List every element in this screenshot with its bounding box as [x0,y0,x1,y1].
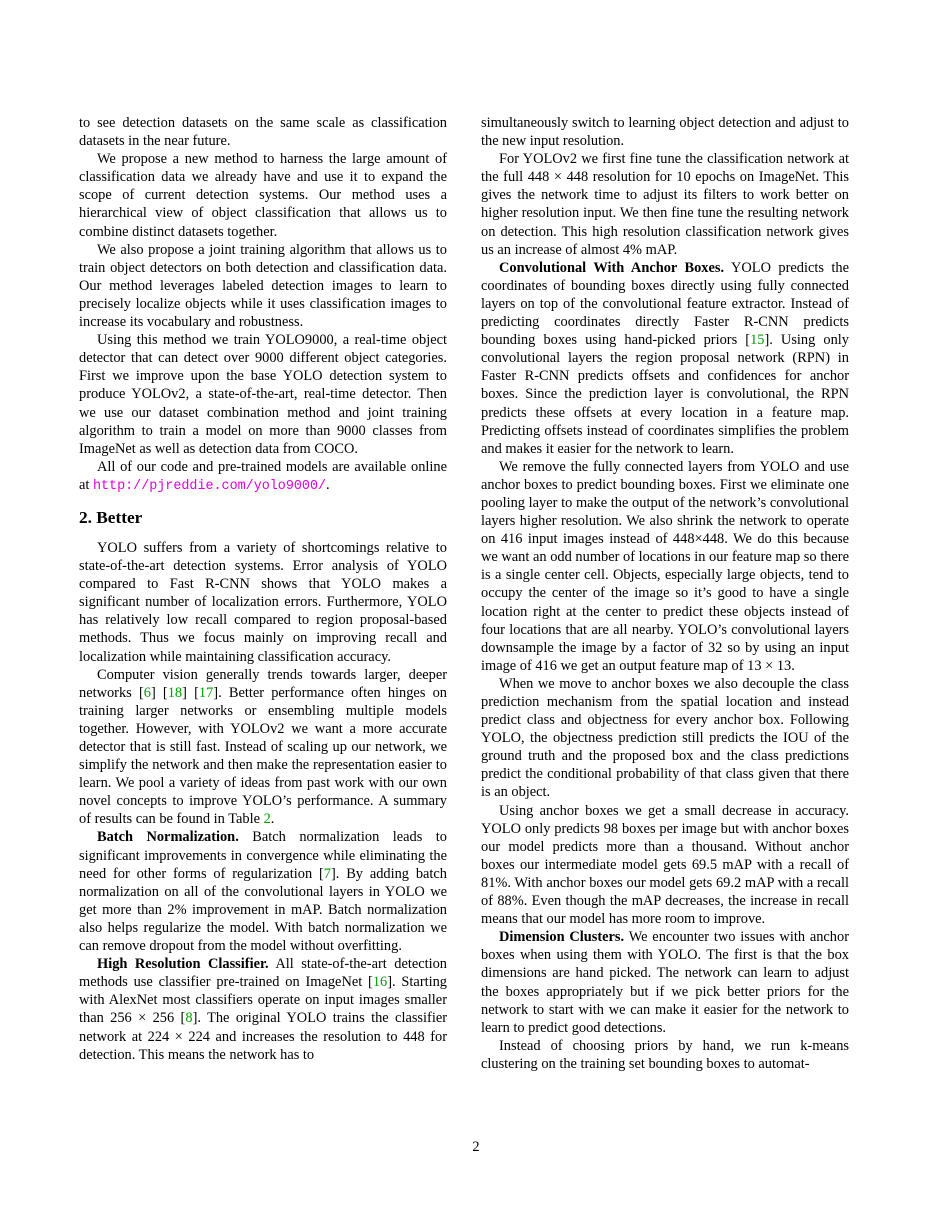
paragraph: We remove the fully connected layers from YOLO and use anchor boxes to predict bounding boxes. First we eliminate one pooling layer to make the output of the network’s convolutional layers higher resolution. We also shrink the network to operate on 416 input images instead of 448×448. We do this because we want an odd number of locations in our feature map so there is a single center cell. Objects, especially large objects, tend to occupy the center of the image so it’s good to have a single location right at the center to predict these objects instead of four locations that are all nearby. YOLO’s convolutional layers downsample the image by a factor of 32 so by using an input image of 416 we get an output feature map of 13 × 13. [481,458,849,674]
paragraph: We also propose a joint training algorithm that allows us to train object detectors on both detection and classification data. Our method leverages labeled detection images to learn to precisely localize objects while it uses classification images to increase its vocabulary and robustness. [79,241,447,331]
paragraph: High Resolution Classifier. All state-of-the-art detection methods use classifier pre-trained on ImageNet [16]. Starting with AlexNet most classifiers operate on input images smaller than 256 × 256 [8]. The original YOLO trains the classifier network at 224 × 224 and increases the resolution to 448 for detection. This means the network has to [79,956,448,1063]
citation-link[interactable]: 8 [185,1010,193,1027]
paragraph: When we move to anchor boxes we also decouple the class prediction mechanism from the spatial location and instead predict class and objectness for every anchor box. Following YOLO, the objectness prediction still predicts the IOU of the ground truth and the proposed box and the class predictions predict the conditional probability of that class given that there is an object. [481,675,849,801]
paragraph: Batch Normalization. Batch normalization leads to significant improvements in convergence while eliminating the need for other forms of regularization [7]. By adding batch normalization on all of the convolutional layers in YOLO we get more than 2% improvement in mAP. Batch normalization also helps regularize the model. With batch normalization we can remove dropout from the model without overfitting. [79,829,447,955]
section-heading: 2. Better [79,507,143,527]
left-column [79,114,447,1064]
paragraph: Using this method we train YOLO9000, a real-time object detector that can detect over 9000 different object categories. First we improve upon the base YOLO detection system to produce YOLOv2, a state-of-the-art, real-time detector. Then we use our dataset combination method and joint training algorithm to train a model on more than 9000 classes from ImageNet as well as detection data from COCO. [79,332,447,457]
citation-link[interactable]: 16 [372,974,388,991]
run-in-heading: Convolutional With Anchor Boxes. [499,259,725,276]
citation-link[interactable]: 7 [323,865,331,882]
citation-link[interactable]: 18 [167,684,183,701]
paragraph: For YOLOv2 we first fine tune the classification network at the full 448 × 448 resolution for 10 epochs on ImageNet. This gives the network time to adjust its filters to work better on higher resolution input. We then fine tune the resulting network on detection. This high resolution classification network gives us an increase of almost 4% mAP. [481,151,849,258]
page-number: 2 [472,1139,480,1155]
paragraph: Using anchor boxes we get a small decrease in accuracy. YOLO only predicts 98 boxes per image but with anchor boxes our model predicts more than a thousand. Without anchor boxes our intermediate model gets 69.5 mAP with a recall of 81%. With anchor boxes our model gets 69.2 mAP with a recall of 88%. Even though the mAP decreases, the increase in recall means that our model has more room to improve. [481,802,849,928]
right-column [481,114,849,1073]
citation-link[interactable]: 15 [750,332,765,349]
run-in-heading: High Resolution Classifier. [97,956,269,973]
paragraph: YOLO suffers from a variety of shortcomings relative to state-of-the-art detection systems. Error analysis of YOLO compared to Fast R-CNN shows that YOLO makes a significant number of localization errors. Furthermore, YOLO has relatively low recall compared to region proposal-based methods. Thus we focus mainly on improving recall and localization while maintaining classification accuracy. [79,539,447,665]
citation-link[interactable]: 6 [143,684,151,701]
paragraph: to see detection datasets on the same scale as classification datasets in the near future. [79,115,447,150]
run-in-heading: Batch Normalization. [97,829,239,846]
paragraph: Convolutional With Anchor Boxes. YOLO predicts the coordinates of bounding boxes directly using fully connected layers on top of the convolutional feature extractor. Instead of predicting coordinates directly Faster R-CNN predicts bounding boxes using hand-picked priors [15]. Using only convolutional layers the region proposal network (RPN) in Faster R-CNN predicts offsets and confidences for anchor boxes. Since the prediction layer is convolutional, the RPN predicts these offsets at every location in a feature map. Predicting offsets instead of coordinates simplifies the problem and makes it easier for the network to learn. [481,259,849,457]
paragraph: Instead of choosing priors by hand, we run k-means clustering on the training set bounding boxes to automat- [481,1037,849,1072]
code-url-link[interactable]: http://pjreddie.com/yolo9000/ [92,478,327,494]
table-ref-link[interactable]: 2 [263,811,271,828]
paragraph: Dimension Clusters. We encounter two issues with anchor boxes when using them with YOLO. The first is that the box dimensions are hand picked. The network can learn to adjust the boxes appropriately but if we pick better priors for the network to start with we can make it easier for the network to learn to predict good detections. [481,929,849,1036]
paragraph: simultaneously switch to learning object detection and adjust to the new input resolution. [481,115,849,150]
paragraph: All of our code and pre-trained models are available online at http://pjreddie.com/yolo9000/. [79,458,447,494]
run-in-heading: Dimension Clusters. [499,929,625,946]
citation-link[interactable]: 17 [198,684,214,701]
paragraph: We propose a new method to harness the large amount of classification data we already have and use it to expand the scope of current detection systems. Our method uses a hierarchical view of object classification that allows us to combine distinct datasets together. [79,151,447,240]
paragraph: Computer vision generally trends towards larger, deeper networks [6] [18] [17]. Better performance often hinges on training larger networks or ensembling multiple models together. However, with YOLOv2 we want a more accurate detector that is still fast. Instead of scaling up our network, we simplify the network and then make the representation easier to learn. We pool a variety of ideas from past work with our own novel concepts to improve YOLO’s performance. A summary of results can be found in Table 2. [79,666,447,828]
